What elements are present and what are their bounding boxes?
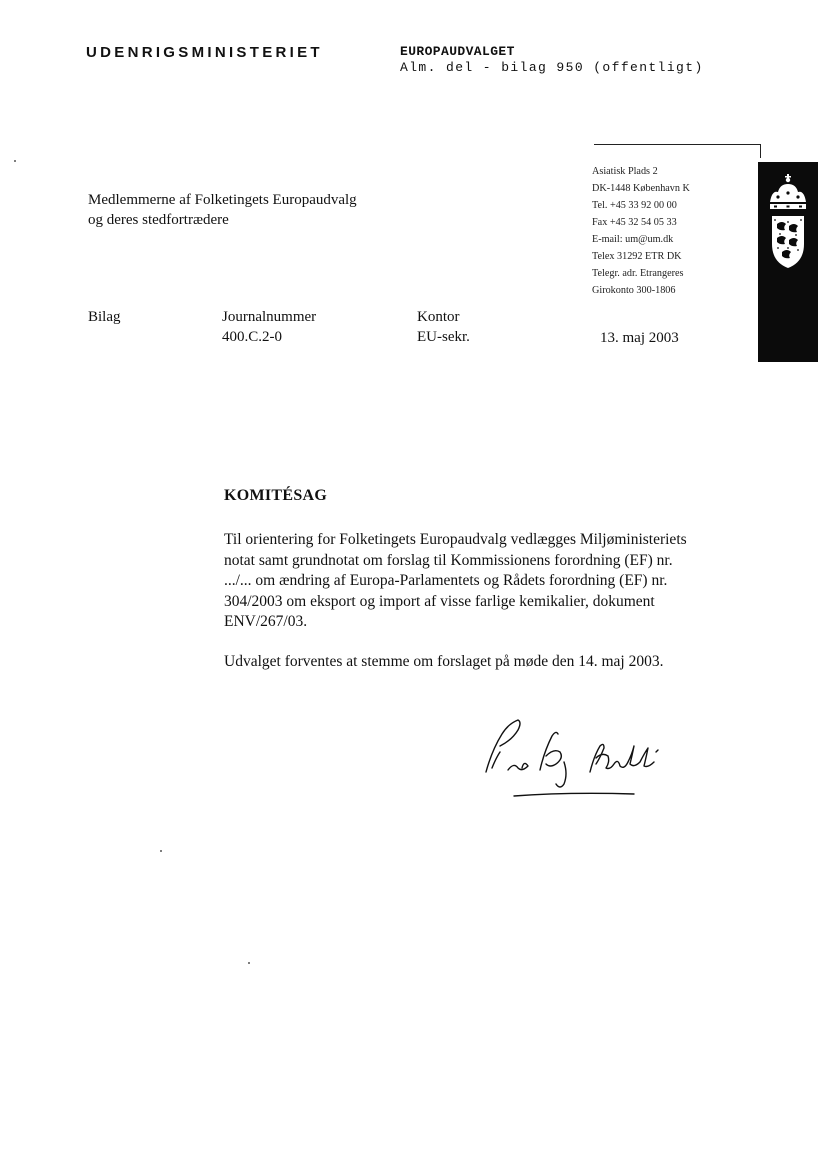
address-line: Fax +45 32 54 05 33 [592, 217, 677, 228]
signature [478, 712, 678, 807]
royal-crest-icon [758, 162, 818, 362]
subject-heading: KOMITÉSAG [224, 487, 328, 504]
address-divider [594, 144, 760, 145]
address-line: Telegr. adr. Etrangeres [592, 268, 684, 279]
body-paragraph-2: Udvalget forventes at stemme om forslaget på møde den 14. maj 2003. [224, 653, 664, 670]
ministry-name: UDENRIGSMINISTERIET [86, 44, 323, 61]
paragraph-line: .../... om ændring af Europa-Parlamentets og Rådets forordning (EF) nr. [224, 572, 668, 589]
body-paragraph-1 [224, 530, 687, 633]
crest-bar [758, 162, 818, 362]
recipient-line: Medlemmerne af Folketingets Europaudvalg [88, 192, 357, 208]
address-divider-tick [760, 144, 761, 158]
paragraph-line: notat samt grundnotat om forslag til Kommissionens forordning (EF) nr. [224, 551, 673, 569]
journal-block [222, 307, 316, 347]
paragraph-line: Til orientering for Folketingets Europaudvalg vedlægges Miljøministeriets [224, 531, 687, 548]
recipient-line: og deres stedfortrædere [88, 212, 229, 228]
scan-speck [14, 160, 16, 162]
letter-date: 13. maj 2003 [600, 330, 679, 346]
signature-scribble [478, 712, 678, 802]
bilag-label: Bilag [88, 309, 121, 325]
kontor-block [417, 307, 470, 347]
address-block [592, 163, 690, 299]
address-line: DK-1448 København K [592, 183, 690, 194]
journal-value: 400.C.2-0 [222, 329, 282, 345]
kontor-value: EU-sekr. [417, 329, 470, 345]
scan-speck [248, 962, 250, 964]
address-line: Telex 31292 ETR DK [592, 251, 682, 262]
address-line: Asiatisk Plads 2 [592, 166, 658, 177]
kontor-label: Kontor [417, 309, 460, 325]
address-line: Girokonto 300-1806 [592, 285, 676, 296]
paragraph-line: 304/2003 om eksport og import af visse farlige kemikalier, dokument [224, 592, 655, 610]
stamp-title: EUROPAUDVALGET [400, 44, 515, 59]
scan-speck [160, 850, 162, 852]
stamp-subtitle: Alm. del - bilag 950 (offentligt) [400, 60, 704, 75]
recipient-block [88, 190, 357, 230]
paragraph-line: ENV/267/03. [224, 613, 308, 630]
address-line: E-mail: um@um.dk [592, 234, 674, 245]
journal-label: Journalnummer [222, 309, 317, 325]
address-line: Tel. +45 33 92 00 00 [592, 200, 677, 211]
